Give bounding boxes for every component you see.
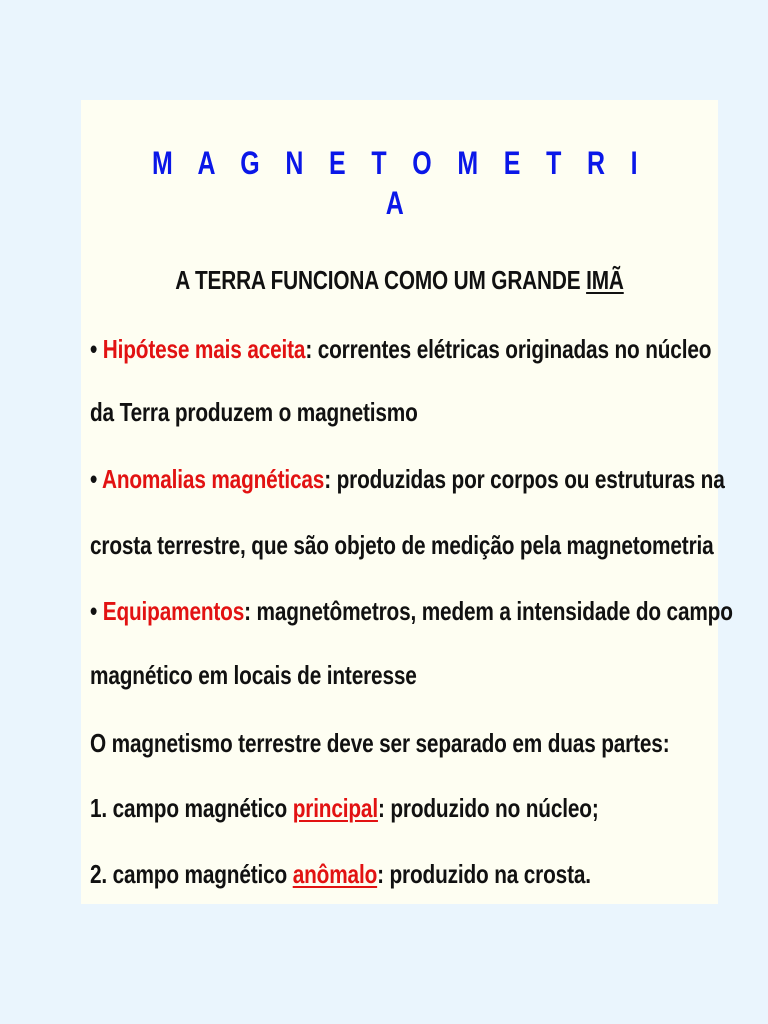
bullet-2-line-1 (90, 462, 725, 496)
slide-title: M A G N E T O M E T R I A (152, 145, 647, 221)
slide-subtitle (145, 263, 655, 297)
bullet-3-line-1 (90, 594, 733, 628)
item-1-term: principal (292, 793, 378, 823)
bullet-3-line-2: magnético em locais de interesse (90, 660, 417, 690)
item-2-term: anômalo (292, 859, 378, 889)
item-2-prefix: 2. campo magnético (90, 859, 293, 889)
item-1-prefix: 1. campo magnético (90, 793, 293, 823)
subtitle-underlined: IMÃ (586, 265, 624, 295)
slide (81, 100, 733, 904)
bullet-marker: • (90, 464, 98, 494)
intro-text: O magnetismo terrestre deve ser separado em duas partes: (90, 728, 670, 758)
bullet-marker: • (90, 596, 98, 626)
bullet-marker: • (90, 334, 98, 364)
bullet-1-line-2: da Terra produzem o magnetismo (90, 397, 418, 427)
bullet-1-line-1 (90, 332, 711, 366)
bullet-1-rest: : correntes elétricas originadas no núcleo (305, 334, 712, 364)
bullet-2-line-2: crosta terrestre, que são objeto de medição pela magnetometria (90, 530, 714, 560)
list-item-2 (90, 857, 591, 891)
bullet-2-term: Anomalias magnéticas (101, 464, 325, 494)
subtitle-text: A TERRA FUNCIONA COMO UM GRANDE (175, 265, 587, 295)
list-item-1 (90, 791, 599, 825)
item-1-suffix: : produzido no núcleo; (377, 793, 599, 823)
bullet-3-term: Equipamentos (102, 596, 245, 626)
bullet-3-rest: : magnetômetros, medem a intensidade do campo (244, 596, 733, 626)
item-2-suffix: : produzido na crosta. (377, 859, 591, 889)
bullet-1-term: Hipótese mais aceita (102, 334, 306, 364)
bullet-2-rest: : produzidas por corpos ou estruturas na (324, 464, 725, 494)
